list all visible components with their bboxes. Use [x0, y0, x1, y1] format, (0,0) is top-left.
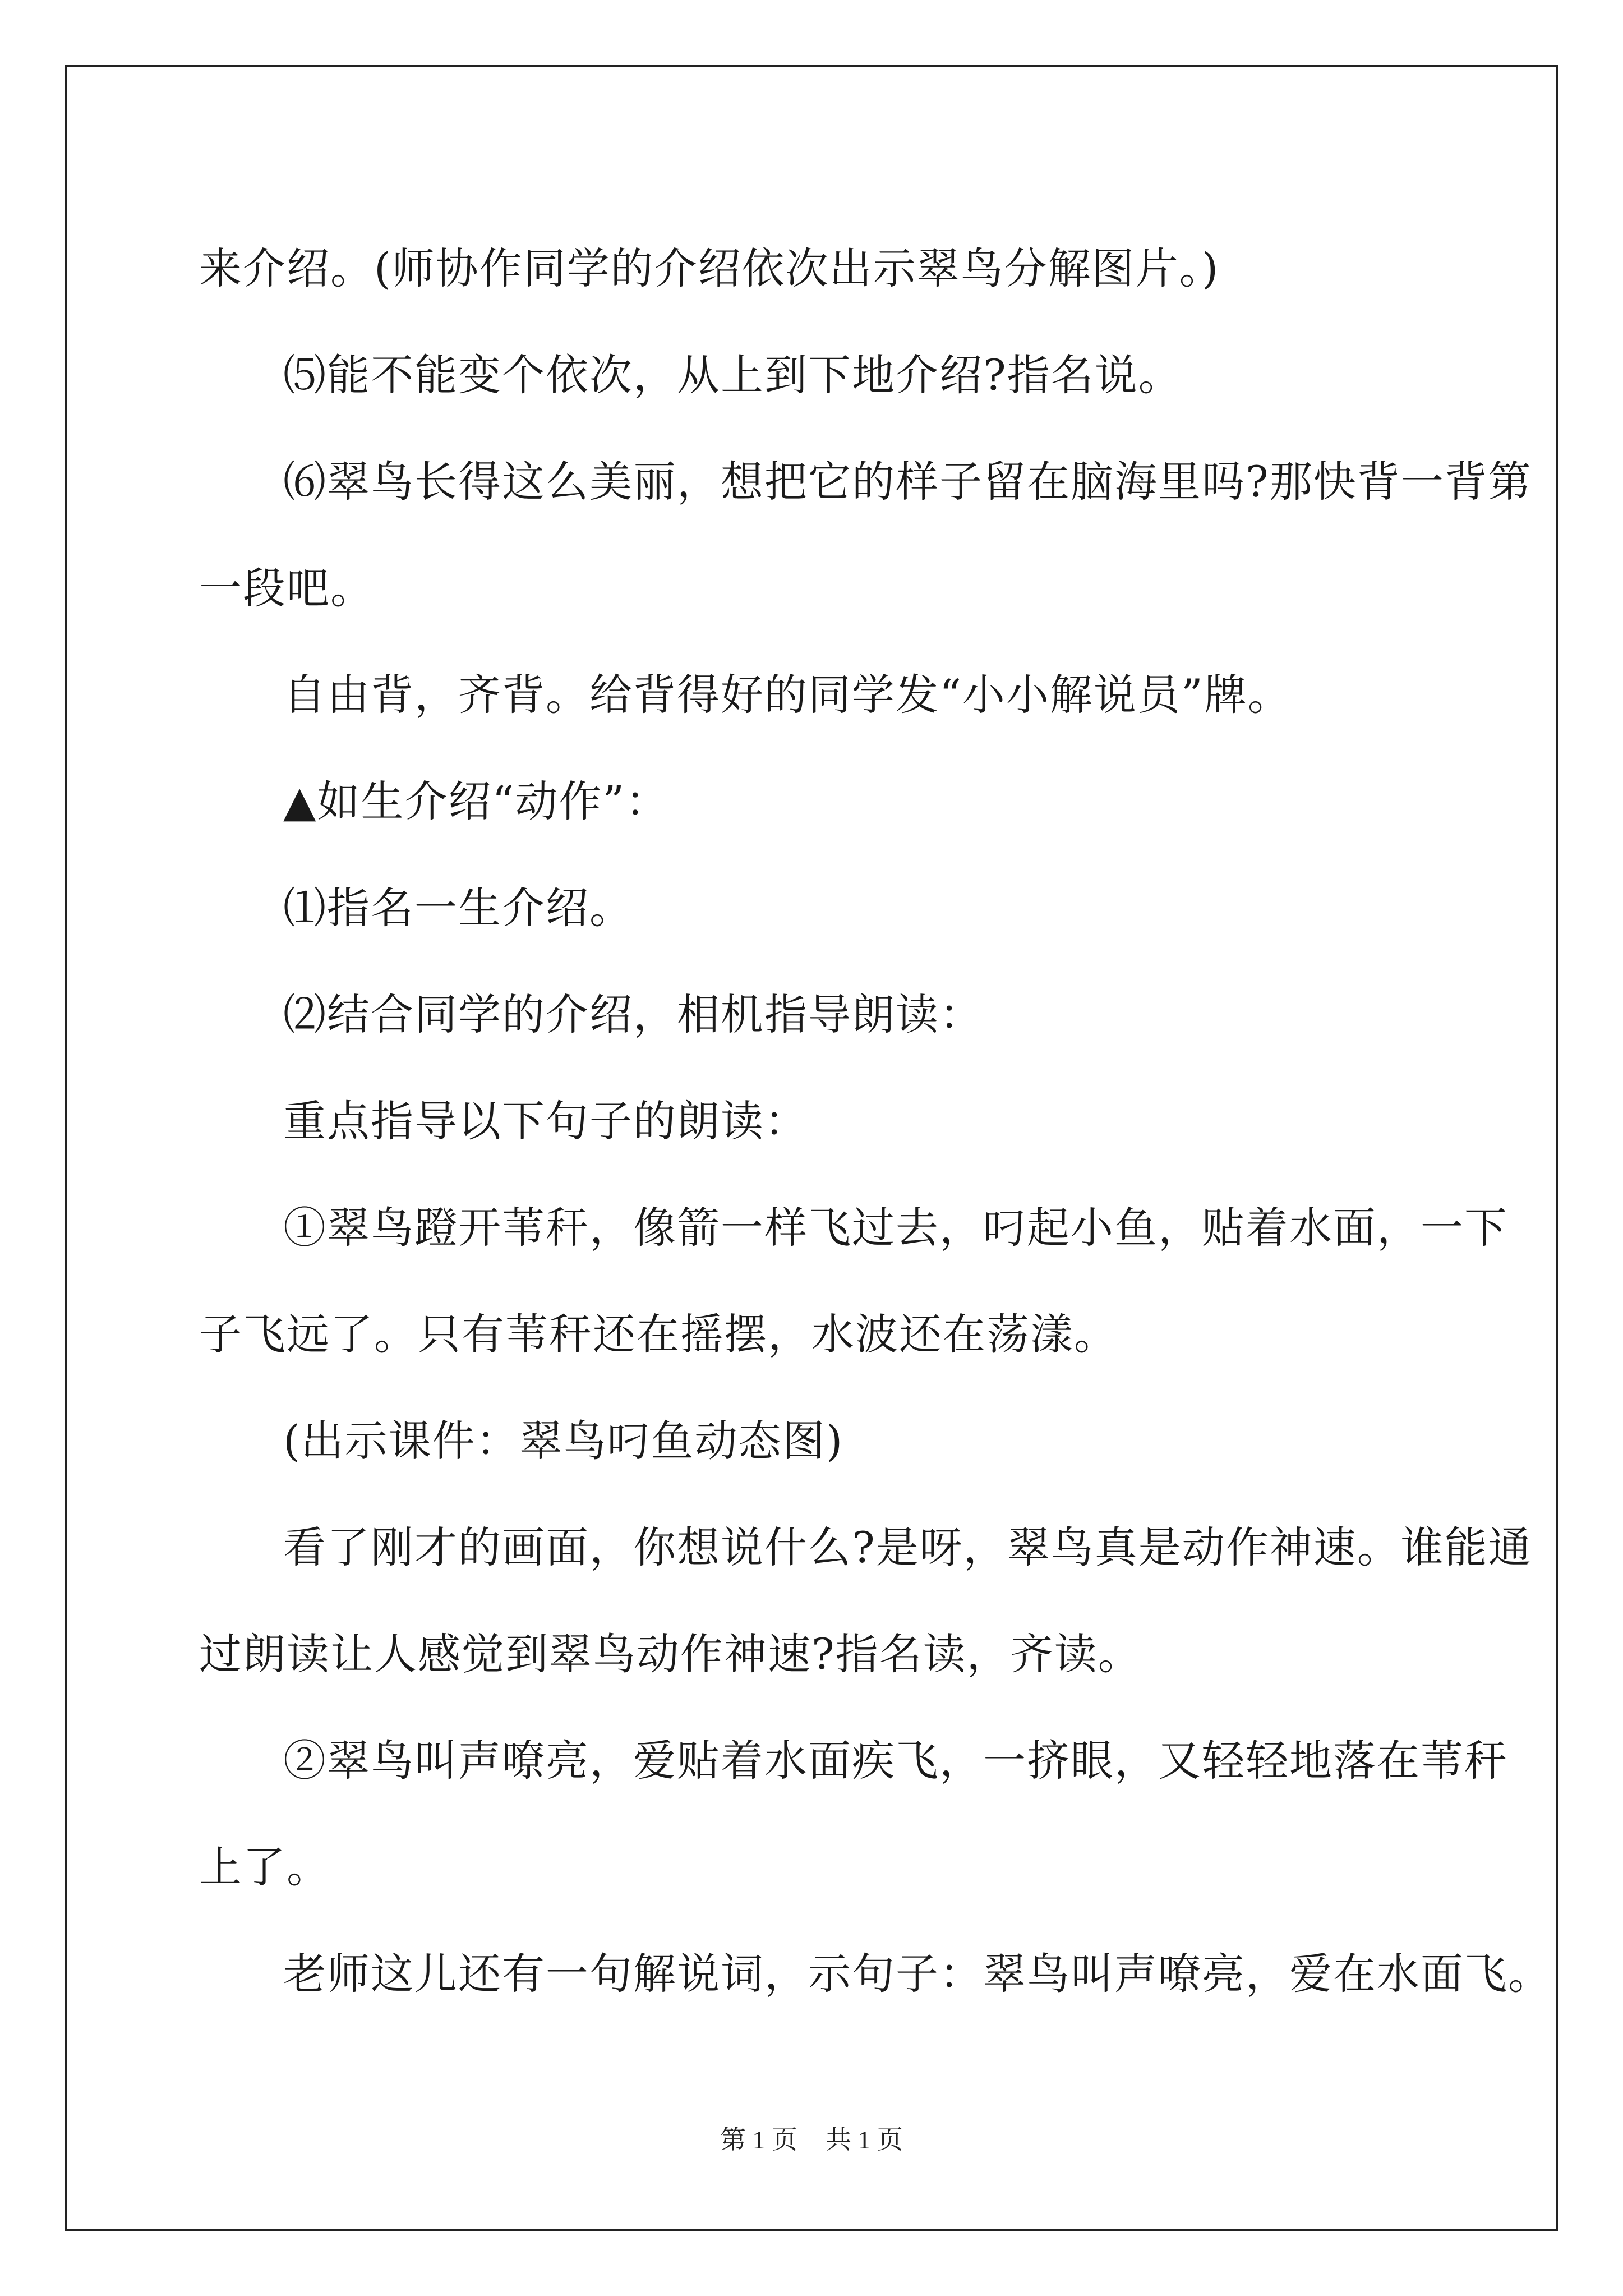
- paragraph-line: ②翠鸟叫声嘹亮，爱贴着水面疾飞，一挤眼，又轻轻地落在苇秆: [283, 1736, 1508, 1786]
- paragraph-line: 过朗读让人感觉到翠鸟动作神速?指名读，齐读。: [199, 1629, 1142, 1679]
- page-footer: [0, 2119, 1623, 2156]
- paragraph-line: ⑸能不能变个依次，从上到下地介绍?指名说。: [283, 350, 1182, 400]
- paragraph-line: ⑴指名一生介绍。: [283, 883, 633, 933]
- paragraph-line: 来介绍。(师协作同学的介绍依次出示翠鸟分解图片。): [199, 243, 1220, 293]
- paragraph-line: 看了刚才的画面，你想说什么?是呀，翠鸟真是动作神速。谁能通: [283, 1522, 1532, 1572]
- paragraph-line: ▲如生介绍“动作”：: [283, 776, 670, 826]
- page-total: 共 1 页: [826, 2125, 903, 2154]
- paragraph-line: ⑵结合同学的介绍，相机指导朗读：: [283, 990, 983, 1039]
- paragraph-line: 一段吧。: [199, 563, 374, 613]
- document-body: [199, 215, 1552, 2027]
- paragraph-line: ⑹翠鸟长得这么美丽，想把它的样子留在脑海里吗?那快背一背第: [283, 457, 1532, 507]
- paragraph-line: 自由背，齐背。给背得好的同学发“小小解说员”牌。: [283, 670, 1292, 720]
- paragraph-line: 上了。: [199, 1842, 330, 1892]
- paragraph-line: 老师这儿还有一句解说词，示句子：翠鸟叫声嘹亮，爱在水面飞。: [283, 1949, 1552, 1999]
- paragraph-line: (出示课件：翠鸟叼鱼动态图): [283, 1416, 844, 1466]
- paragraph-line: 子飞远了。只有苇秆还在摇摆，水波还在荡漾。: [199, 1309, 1118, 1359]
- paragraph-line: 重点指导以下句子的朗读：: [283, 1096, 808, 1146]
- page-number: 第 1 页: [720, 2125, 797, 2154]
- paragraph-line: ①翠鸟蹬开苇秆，像箭一样飞过去，叼起小鱼，贴着水面，一下: [283, 1203, 1508, 1253]
